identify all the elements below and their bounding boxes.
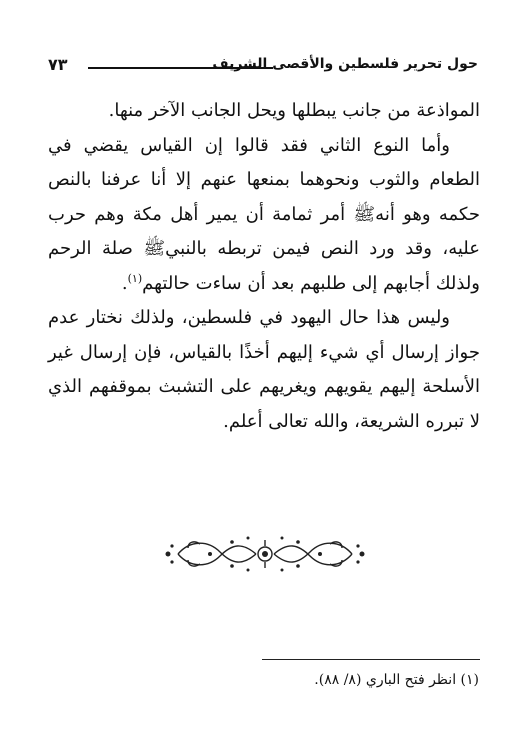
- running-header: [48, 54, 478, 80]
- text-line: وليس هذا حال اليهود في فلسطين، ولذلك نختار عدم: [48, 307, 450, 328]
- text-line: لا تبرره الشريعة، والله تعالى أعلم.: [223, 410, 480, 432]
- paragraph-1: [48, 94, 480, 129]
- decorative-ornament-icon: [160, 532, 370, 576]
- page-number: ٧٣: [48, 55, 68, 74]
- text-line: والثوب ونحوهما بمنعها عنهم إلا أنا عرفنا بالنص حكمه: [48, 169, 480, 225]
- text-line: الأسلحة إليهم يقويهم ويغريهم على التشبث بموقفهم الذي: [48, 376, 480, 397]
- header-rule: [88, 67, 273, 69]
- footnote-marker: (١): [127, 271, 143, 285]
- text-line: وهو أنهﷺ أمر ثمامة أن يمير أهل مكة وهم حرب عليه، وقد: [48, 203, 481, 259]
- text-line: وأما النوع الثاني فقد قالوا إن القياس يقضي في الطعام: [48, 134, 480, 190]
- footnote-rule: [262, 659, 480, 660]
- footnote: (١) انظر فتح الباري (٨/ ٨٨).: [314, 672, 479, 688]
- body-text: [48, 94, 480, 439]
- paragraph-3: [48, 301, 480, 439]
- text-line: ورد النص فيمن تربطه بالنبيﷺ صلة الرحم ولذلك أجابهم: [48, 238, 480, 294]
- text-line: جواز إرسال أي شيء إليهم أخذًا بالقياس، فإن إرسال غير: [48, 341, 480, 363]
- text-line: المواذعة من جانب يبطلها ويحل الجانب الآخر منها.: [108, 100, 480, 121]
- paragraph-2: [48, 129, 480, 302]
- sentence-period: .: [121, 272, 128, 294]
- running-header-title: حول تحرير فلسطين والأقصى الشريف: [212, 56, 478, 72]
- text-line: إلى طلبهم بعد أن ساءت حالتهم: [142, 272, 378, 294]
